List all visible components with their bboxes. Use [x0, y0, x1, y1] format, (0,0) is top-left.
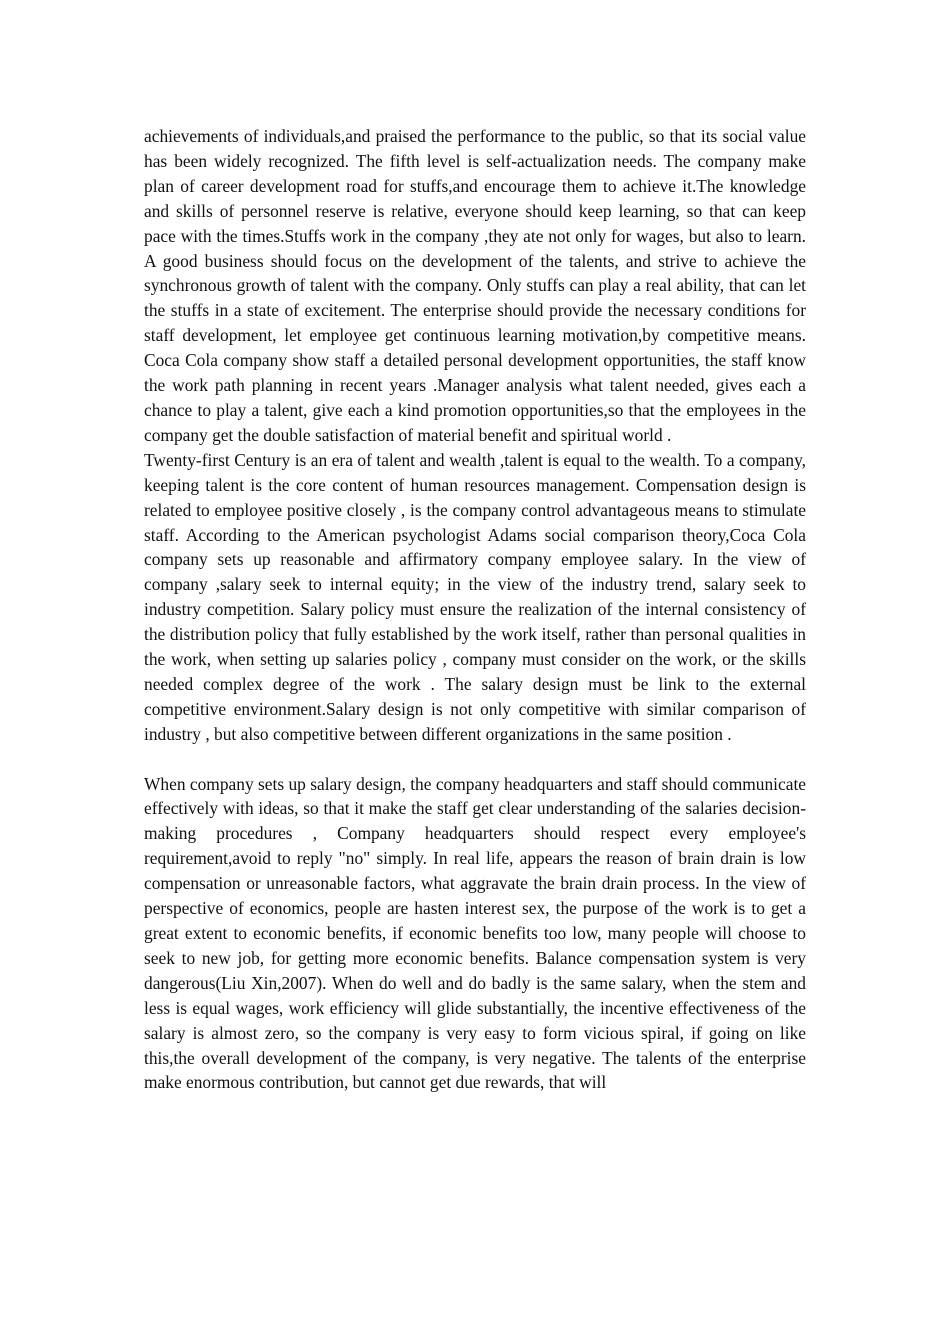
paragraph-spacer: [144, 747, 806, 772]
paragraph-compensation-design: Twenty-first Century is an era of talent and wealth ,talent is equal to the wealth. To a company, keeping talent is the core content of human resources management. Compensation design is related to employee positive closely , is the company control advantageous means to stimulate staff. According to the American psychologist Adams social comparison theory,Coca Cola company sets up reasonable and affirmatory company employee salary. In the view of company ,salary seek to internal equity; in the view of the industry trend, salary seek to industry competition. Salary policy must ensure the realization of the internal consistency of the distribution policy that fully established by the work itself, rather than personal qualities in the work, when setting up salaries policy , company must consider on the work, or the skills needed complex degree of the work . The salary design must be link to the external competitive environment.Salary design is not only competitive with similar comparison of industry , but also competitive between different organizations in the same position .: [144, 449, 806, 744]
paragraph-career-development: achievements of individuals,and praised the performance to the public, so that its social value has been widely recognized. The fifth level is self-actualization needs. The company make plan of career development road for stuffs,and encourage them to achieve it.The knowledge and skills of personnel reserve is relative, everyone should keep learning, so that can keep pace with the times.Stuffs work in the company ,they ate not only for wages, but also to learn. A good business should focus on the development of the talents, and strive to achieve the synchronous growth of talent with the company. Only stuffs can play a real ability, that can let the stuffs in a state of excitement. The enterprise should provide the necessary conditions for staff development, let employee get continuous learning motivation,by competitive means. Coca Cola company show staff a detailed personal development opportunities, the staff know the work path planning in recent years .Manager analysis what talent needed, gives each a chance to play a talent, give each a kind promotion opportunities,so that the employees in the company get the double satisfaction of material benefit and spiritual world .: [144, 126, 806, 445]
paragraph-salary-communication: When company sets up salary design, the company headquarters and staff should communicate effectively with ideas, so that it make the staff get clear understanding of the salaries decision-making procedures , Company headquarters should respect every employee's requirement,avoid to reply "no" simply. In real life, appears the reason of brain drain is low compensation or unreasonable factors, what aggravate the brain drain process. In the view of perspective of economics, people are hasten interest sex, the purpose of the work is to get a great extent to economic benefits, if economic benefits too low, many people will choose to seek to new job, for getting more economic benefits. Balance compensation system is very dangerous(Liu Xin,2007). When do well and do badly is the same salary, when the stem and less is equal wages, work efficiency will glide substantially, the incentive effectiveness of the salary is almost zero, so the company is very easy to form vicious spiral, if going on like this,the overall development of the company, is very negative. The talents of the enterprise make enormous contribution, but cannot get due rewards, that will: [144, 773, 806, 1093]
document-page: [144, 124, 806, 1095]
